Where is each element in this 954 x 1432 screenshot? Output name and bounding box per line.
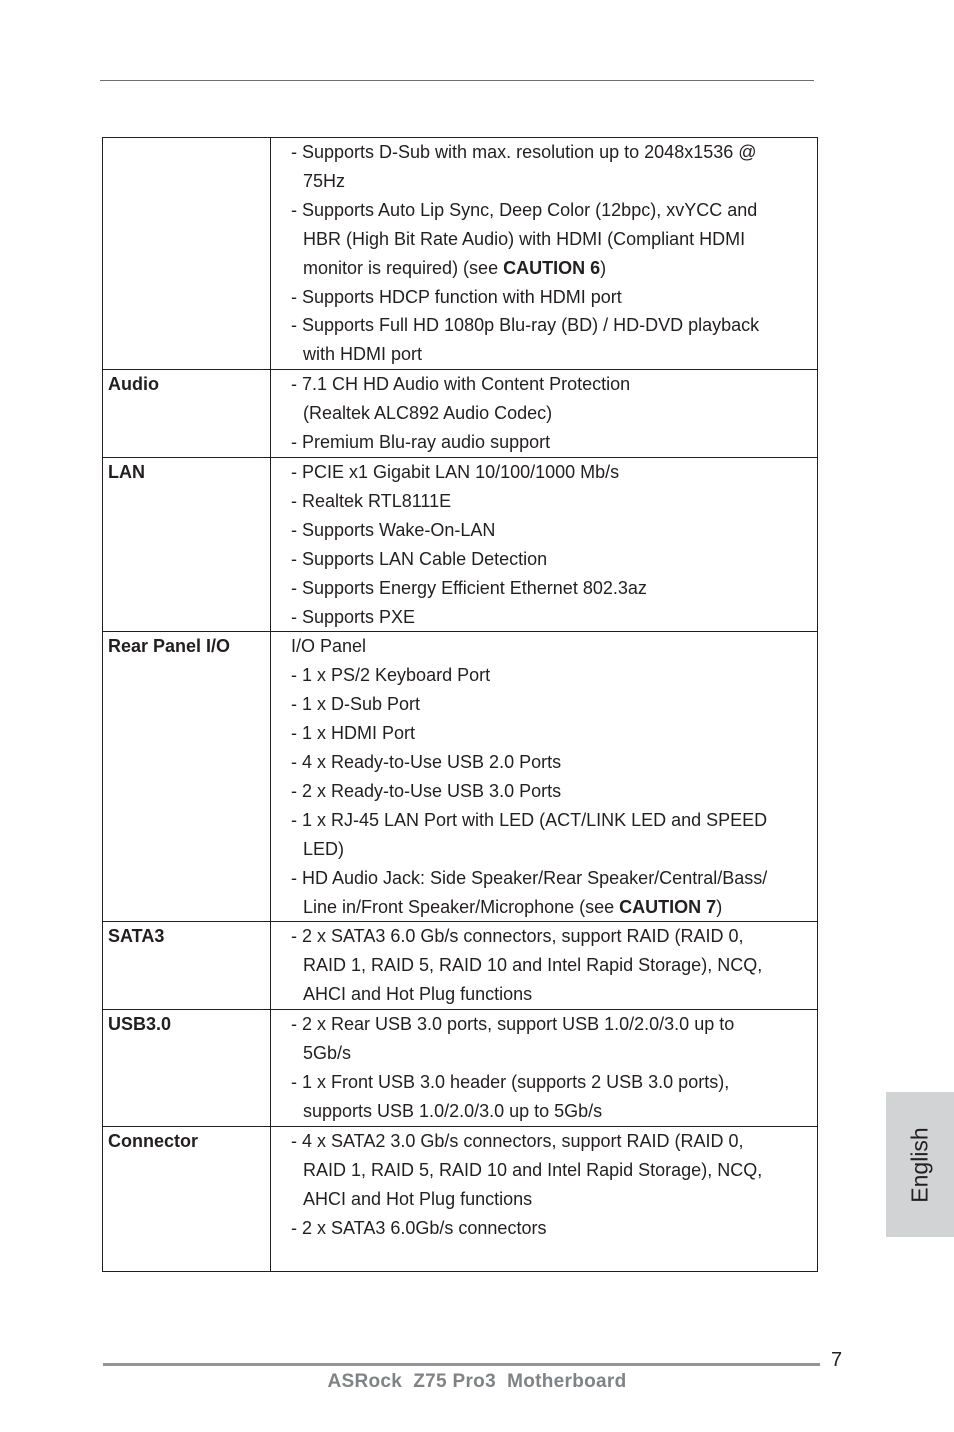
spec-line: - 2 x SATA3 6.0Gb/s connectors (291, 1217, 547, 1238)
spec-line: - 4 x Ready-to-Use USB 2.0 Ports (291, 752, 562, 773)
spec-line: - 4 x SATA2 3.0 Gb/s connectors, support RAID (RAID 0, (291, 1130, 744, 1151)
spec-content (271, 1010, 818, 1127)
spec-line: - Supports Energy Efficient Ethernet 802.3az (291, 577, 647, 598)
spec-content (271, 922, 818, 1010)
spec-content (271, 370, 818, 458)
language-tab-label: English (906, 1126, 933, 1203)
spec-label: SATA3 (103, 922, 271, 1010)
spec-row (103, 138, 818, 370)
spec-line: - HD Audio Jack: Side Speaker/Rear Speaker/Central/Bass/ (291, 867, 768, 888)
spec-line: RAID 1, RAID 5, RAID 10 and Intel Rapid Storage), NCQ, (303, 1159, 763, 1180)
spec-row (103, 370, 818, 458)
spec-line: - Supports PXE (291, 606, 416, 627)
footer-title: ASRock Z75 Pro3 Motherboard (327, 1371, 627, 1392)
spec-line: - Supports LAN Cable Detection (291, 548, 548, 569)
spec-line: supports USB 1.0/2.0/3.0 up to 5Gb/s (303, 1100, 603, 1121)
spec-row (103, 1010, 818, 1127)
spec-line: LED) (303, 838, 345, 859)
spec-line: - Supports D-Sub with max. resolution up to 2048x1536 @ (291, 142, 757, 162)
spec-line: - PCIE x1 Gigabit LAN 10/100/1000 Mb/s (291, 461, 620, 482)
spec-content (271, 1126, 818, 1272)
spec-line-text: monitor is required) (see (303, 257, 504, 278)
spec-line: - 1 x Front USB 3.0 header (supports 2 USB 3.0 ports), (291, 1072, 730, 1092)
spec-label: USB3.0 (103, 1010, 271, 1127)
spec-row (103, 922, 818, 1010)
spec-content (271, 138, 818, 370)
bottom-rule (103, 1363, 820, 1366)
spec-line: RAID 1, RAID 5, RAID 10 and Intel Rapid Storage), NCQ, (303, 955, 763, 976)
spec-label: Rear Panel I/O (103, 632, 271, 922)
spec-line: - Premium Blu-ray audio support (291, 432, 551, 453)
page-number: 7 (831, 1349, 843, 1371)
spec-line: I/O Panel (291, 636, 367, 657)
spec-label: Audio (103, 370, 271, 458)
spec-line: - 2 x Ready-to-Use USB 3.0 Ports (291, 780, 562, 801)
caution-reference: CAUTION 7 (619, 896, 717, 917)
spec-line: - Supports Full HD 1080p Blu-ray (BD) / HD-DVD playback (291, 315, 760, 336)
spec-line: 75Hz (303, 170, 346, 191)
spec-label: Connector (103, 1126, 271, 1272)
spec-table (102, 137, 818, 1272)
spec-row (103, 1126, 818, 1272)
blank-line (291, 1242, 817, 1271)
caution-reference: CAUTION 6 (503, 257, 601, 278)
spec-line: - 1 x D-Sub Port (291, 694, 421, 715)
spec-row (103, 632, 818, 922)
spec-line: - 2 x SATA3 6.0 Gb/s connectors, support RAID (RAID 0, (291, 926, 744, 947)
spec-line (291, 254, 817, 283)
spec-line: - 1 x HDMI Port (291, 723, 416, 744)
spec-line: - Supports Wake-On-LAN (291, 519, 496, 540)
spec-line: AHCI and Hot Plug functions (303, 1188, 533, 1209)
language-tab (886, 1092, 954, 1237)
spec-line: - 1 x PS/2 Keyboard Port (291, 665, 491, 686)
spec-label (103, 138, 271, 370)
spec-line-suffix: ) (600, 257, 607, 278)
spec-line: - Realtek RTL8111E (291, 490, 452, 511)
spec-line: - 2 x Rear USB 3.0 ports, support USB 1.0/2.0/3.0 up to (291, 1014, 735, 1035)
spec-line (291, 893, 817, 922)
spec-line: (Realtek ALC892 Audio Codec) (303, 403, 553, 424)
spec-content (271, 632, 818, 922)
spec-line: with HDMI port (303, 344, 423, 365)
top-rule (100, 80, 814, 81)
spec-row (103, 457, 818, 631)
spec-line-text: Line in/Front Speaker/Microphone (see (303, 896, 620, 917)
spec-line: - 1 x RJ-45 LAN Port with LED (ACT/LINK LED and SPEED (291, 809, 768, 830)
spec-line: - 7.1 CH HD Audio with Content Protection (291, 374, 631, 395)
spec-label: LAN (103, 457, 271, 631)
spec-line: - Supports Auto Lip Sync, Deep Color (12bpc), xvYCC and (291, 199, 758, 220)
spec-line: - Supports HDCP function with HDMI port (291, 286, 622, 307)
spec-line: AHCI and Hot Plug functions (303, 984, 533, 1005)
spec-content (271, 457, 818, 631)
spec-line: HBR (High Bit Rate Audio) with HDMI (Compliant HDMI (303, 228, 746, 249)
spec-line-suffix: ) (716, 896, 723, 917)
spec-line: 5Gb/s (303, 1043, 352, 1064)
